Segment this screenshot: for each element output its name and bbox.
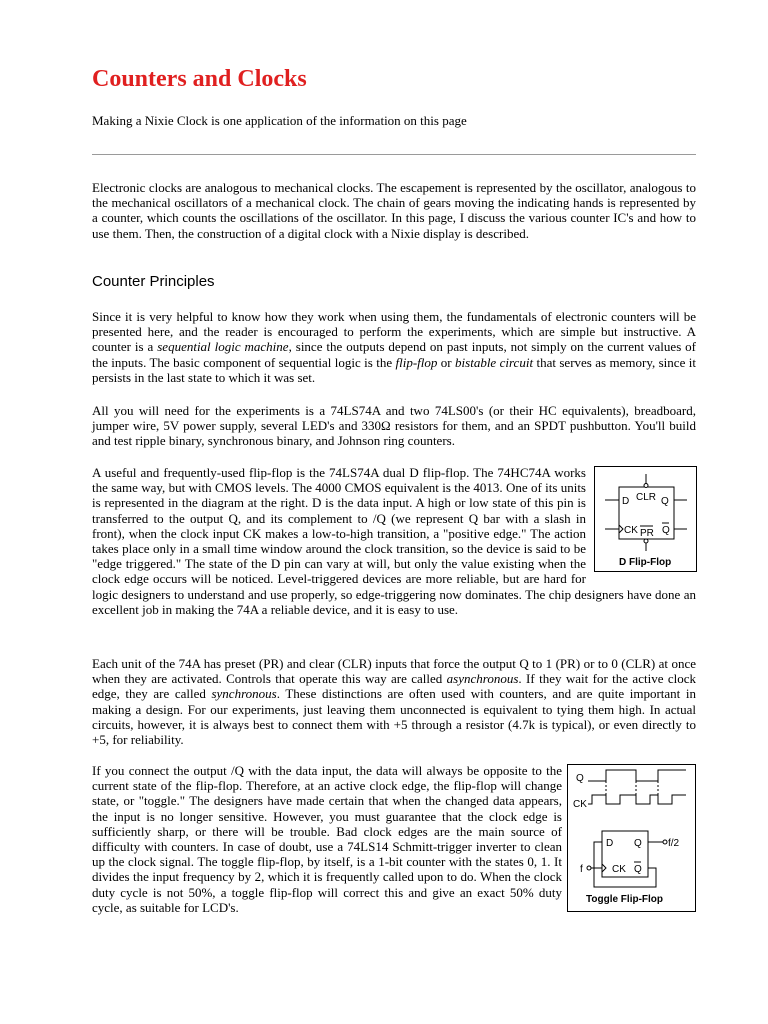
page-subtitle: Making a Nixie Clock is one application of the information on this page <box>92 113 467 128</box>
tff-output-label: f/2 <box>668 838 680 849</box>
paragraph-parts-list: All you will need for the experiments is a 74LS74A and two 74LS00's (or their HC equivalents), breadboard, jumper wire, 5V power supply, several LED's and 330Ω resistors for them, and an SPDT pushbutton. You'll build and test ripple binary, synchronous binary, and Johnson ring counters. <box>92 403 696 449</box>
tff-pin-qbar: Q <box>634 864 642 875</box>
tff-pin-q: Q <box>634 838 642 849</box>
paragraph-sequential-logic: Since it is very helpful to know how they work when using them, the fundamentals of electronic counters will be presented here, and the reader is encouraged to perform the experiments, which are simple but instructive. A counter is a sequential logic machine, since the outputs depend on past inputs, not simply on the current values of the inputs. The basic component of sequential logic is the flip-flop or bistable circuit that serves as memory, since it persists in the last state to which it was set. <box>92 309 697 385</box>
dff-pin-ck: CK <box>624 525 638 536</box>
wave-ck-label: CK <box>573 799 587 810</box>
tff-pin-d: D <box>606 838 614 849</box>
toggle-flip-flop-figure <box>567 764 696 912</box>
intro-paragraph: Electronic clocks are analogous to mechanical clocks. The escapement is represented by the oscillator, analogous to the mechanical oscillators of a mechanical clock. The chain of gears moving the indicating hands is represented by a counter, which counts the oscillations of the oscillator. In this page, I discuss the various counter IC's and how to use them. Then, the construction of a digital clock with a Nixie display is described. <box>92 180 696 241</box>
toggle-flip-flop-diagram <box>568 765 695 911</box>
page-title: Counters and Clocks <box>92 66 307 92</box>
tff-input-label: f <box>580 864 583 875</box>
dff-pin-pr: PR <box>640 528 654 539</box>
paragraph-preset-clear: Each unit of the 74A has preset (PR) and clear (CLR) inputs that force the output Q to 1 (PR) or to 0 (CLR) at once when they are activated. Controls that operate this way are called asynchronous. If they wait for the active clock edge, they are called synchronous. These distinctions are often used with counters, and are quite important in making a design. For our experiments, just leaving them unconnected is equivalent to tying them high. In actual circuits, however, it is always best to connect them with +5 through a resistor (4.7k is typical), or even directly to +5, for reliability. <box>92 656 696 748</box>
section-heading: Counter Principles <box>92 273 215 290</box>
dff-pin-d: D <box>622 496 630 507</box>
dff-pin-clr: CLR <box>636 492 657 503</box>
horizontal-rule <box>92 154 696 155</box>
dff-pin-qbar: Q <box>662 525 670 536</box>
dff-caption: D Flip-Flop <box>619 557 672 568</box>
tff-pin-ck: CK <box>612 864 626 875</box>
wave-q-label: Q <box>576 773 584 784</box>
tff-caption: Toggle Flip-Flop <box>586 894 664 905</box>
paragraph-toggle-flip-flop: If you connect the output /Q with the data input, the data will always be opposite to the current state of the flip-flop. Therefore, at an active clock edge, the flip-flop will change state, or "toggle." The designers have made certain that when the changed data appears, the input is no longer sensitive. However, you must guarantee that the clock edge is sufficiently sharp, or there will be trouble. Bad clock edges are the main source of difficulty with counters. In case of doubt, use a 74LS14 Schmitt-trigger inverter to clean up the clock signal. The toggle flip-flop, by itself, is a 1-bit counter with the states 0, 1. It divides the input frequency by 2, which it is frequently called upon to do. When the clock duty cycle is not 50%, a toggle flip-flop will correct this and give an exact 50% duty cycle, as suitable for LCD's. <box>92 763 562 915</box>
paragraph-74ls74a: A useful and frequently-used flip-flop is the 74LS74A dual D flip-flop. The 74HC74A works the same way, but with CMOS levels. The 4000 CMOS equivalent is the 4013. One of its units is represented in the diagram at the right. D is the data input. A high or low state of this pin is transferred to the output Q, and its complement to /Q (we represent Q bar with a slash in front), when the clock input CK makes a low-to-high transition, a "positive edge." The action takes place only in a small time window around the clock transition, so the device is said to be "edge triggered." The state of the D pin can vary at will, but only the value existing when the clock edge occurs will be noticed. Level-triggered devices are more reliable, but are hard for logic designers to understand and use properly, so edge-triggering now dominates. The chip designers have done an excellent job in making the 74A a reliable device, and it is easy to use. <box>92 465 696 617</box>
dff-pin-q: Q <box>661 496 669 507</box>
